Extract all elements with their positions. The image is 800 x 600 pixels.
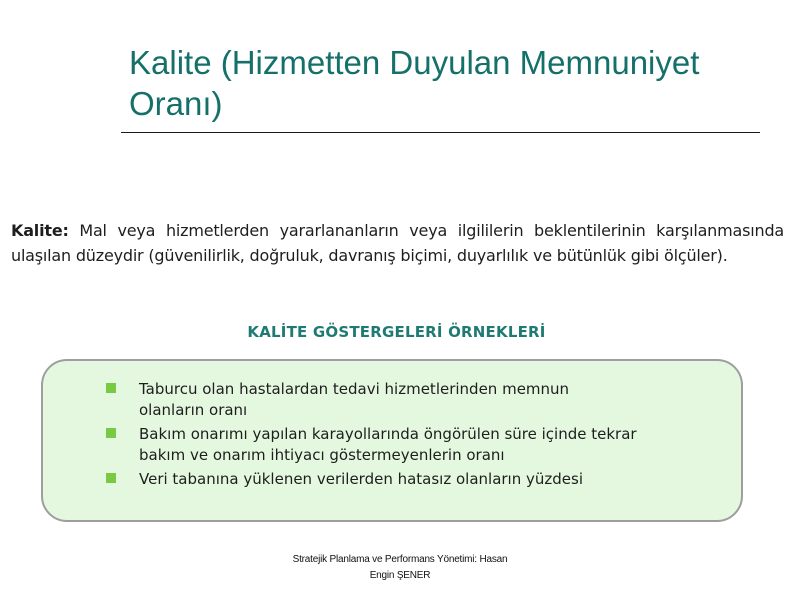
definition-paragraph	[11, 218, 784, 268]
footer-line-1: Stratejik Planlama ve Performans Yönetimi: Hasan	[292, 554, 508, 565]
examples-list	[43, 379, 741, 493]
examples-box	[41, 359, 743, 522]
slide-title-line-1: Kalite (Hizmetten Duyulan Memnuniyet	[129, 44, 700, 81]
slide-footer	[0, 552, 800, 584]
definition-text: Mal veya hizmetlerden yararlananların veya ilgililerin beklentilerinin karşılanmasında ulaşılan düzeydir (güvenilirlik, doğruluk, davranış biçimi, duyarlılık ve bütünlük gibi ölçüler).	[11, 221, 784, 265]
examples-heading: KALİTE GÖSTERGELERİ ÖRNEKLERİ	[247, 323, 546, 341]
footer-line-2: Engin ŞENER	[369, 570, 431, 581]
slide-title-line-2: Oranı)	[129, 85, 223, 122]
list-item	[43, 424, 741, 466]
list-item-line-2: olanların oranı	[139, 401, 248, 419]
title-divider	[121, 132, 760, 133]
list-item-line-1: Bakım onarımı yapılan karayollarında öngörülen süre içinde tekrar	[139, 425, 637, 443]
list-item-line-1: Veri tabanına yüklenen verilerden hatasız olanların yüzdesi	[139, 470, 583, 488]
list-item	[43, 469, 741, 490]
square-bullet-icon	[106, 428, 116, 438]
list-item-line-2: bakım ve onarım ihtiyacı göstermeyenlerin oranı	[139, 446, 505, 464]
list-item	[43, 379, 741, 421]
square-bullet-icon	[106, 473, 116, 483]
slide-title	[129, 42, 769, 124]
square-bullet-icon	[106, 383, 116, 393]
definition-term: Kalite:	[11, 221, 69, 240]
list-item-line-1: Taburcu olan hastalardan tedavi hizmetlerinden memnun	[139, 380, 570, 398]
